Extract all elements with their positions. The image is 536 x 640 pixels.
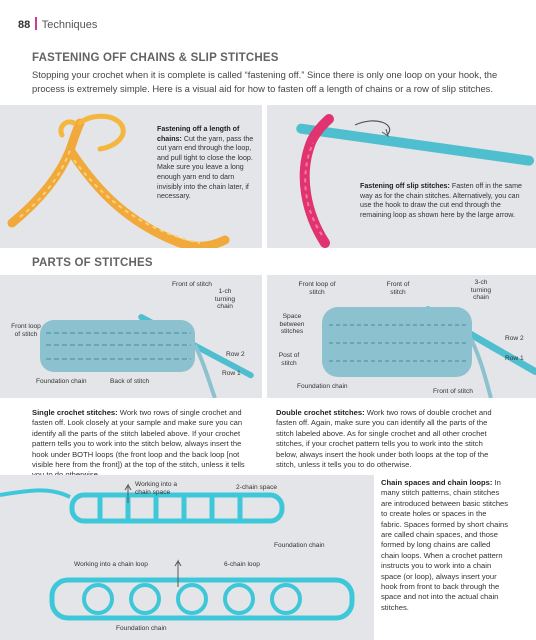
sc-front-loop-label: Front loop of stitch [11,323,41,338]
single-title: Single crochet stitches: [32,408,118,417]
into-space-label: Working into a chain space [135,481,178,496]
sc-row2-label: Row 2 [226,351,245,358]
photo1-caption [157,125,257,202]
dc-row2-label: Row 2 [505,335,524,342]
single-text: Work two rows of single crochet and fasten off. Look closely at your sample and make sure you can identify all the parts of the stitch labeled above. If your crochet pattern tells you to work into the stitch below, always insert the hook under BOTH loops (the front loop and the back loop [not visible here from the front]) at the top of the stitch, unless it tells [32,408,245,470]
intro-paragraph: Stopping your crochet when it is complete is called “fastening off.” Since there is only one loop on your hook, the process is extremely simple. Here is a visual aid for how to fasten off a length of chains or a row of slip stitches. [32,69,498,94]
dc-foundation-label: Foundation chain [297,383,348,390]
two-ch-label: 2-chain space [236,484,278,491]
dc-front-loop-label: Front loop of stitch [298,281,336,296]
photo-double-crochet [267,275,536,398]
into-loop-label: Working into a chain loop [74,561,148,568]
foundation1-label: Foundation chain [274,542,325,549]
heading-fastening-off: FASTENING OFF CHAINS & SLIP STITCHES [32,52,279,64]
dc-post-label: Post of stitch [278,352,300,367]
photo1-text: Cut the yarn, pass the cut yarn end through the loop, and pull tight to close the loop. Make sure you leave a long enough yarn end to darn invisibly into the chain later, if necessary. [157,134,254,201]
photo2-text: Fasten off in the same way as for the chain stitches. Alternatively, you can use the hook to draw the cut end through the remaining loop as shown here by the large arrow. [360,182,522,219]
six-ch-label: 6-chain loop [224,561,260,568]
section-name: Techniques [41,19,98,31]
photo2-title: Fastening off slip stitches: [360,182,450,190]
photo-single-crochet [0,275,262,398]
double-crochet-caption [276,408,504,470]
folio-divider [35,17,37,30]
chain-spaces-title: Chain spaces and chain loops: [381,478,493,487]
dc-row1-label: Row 1 [505,355,524,362]
page-number: 88 [18,19,31,31]
photo-chain-spaces [0,475,374,640]
page-folio [18,17,97,31]
chain-spaces-text: In many stitch patterns, chain stitches are introduced between basic stitches to create holes or spaces in the fabric. Spaces formed by short chains are called chain spaces, and those formed by long chains are called chain loops. When a crochet pattern instructs you to work into a chain space (or loop), always insert your hook from front to back through the space and not into the actual chain stitches. [381,478,509,612]
pink-slip-illustration [267,105,536,248]
dc-turning-chain-label: 3-ch turning chain [470,279,492,302]
dc-front2-label: Front of stitch [433,388,473,395]
heading-parts-of-stitches: PARTS OF STITCHES [32,257,153,269]
double-title: Double crochet stitches: [276,408,365,417]
sc-turning-chain-label: 1-ch turning chain [214,288,236,311]
dc-space-label: Space between stitches [279,313,305,336]
chain-spaces-illustration [0,475,374,640]
photo-fastening-chain [0,105,262,248]
chain-spaces-caption [381,478,509,613]
double-text: Work two rows of double crochet and fasten off. Again, make sure you can identify all the parts of the stitch labeled above. As for single crochet and all other crochet stitches, if your crochet pattern tells you to work into the stitch below, always insert the hook under both loops at the top of the stitch, unless it tells you to do otherwise. [276,408,492,470]
sc-foundation-label: Foundation chain [36,378,87,385]
foundation2-label: Foundation chain [116,625,167,632]
dc-front-of-stitch-label: Front of stitch [386,281,410,296]
photo-fastening-slip [267,105,536,248]
photo2-caption [360,182,530,220]
sc-front-of-stitch-label: Front of stitch [172,281,212,288]
single-crochet-caption [32,408,254,481]
photo1-title: Fastening off a length of chains: [157,125,240,143]
sc-back-label: Back of stitch [110,378,150,385]
sc-row1-label: Row 1 [222,370,241,377]
